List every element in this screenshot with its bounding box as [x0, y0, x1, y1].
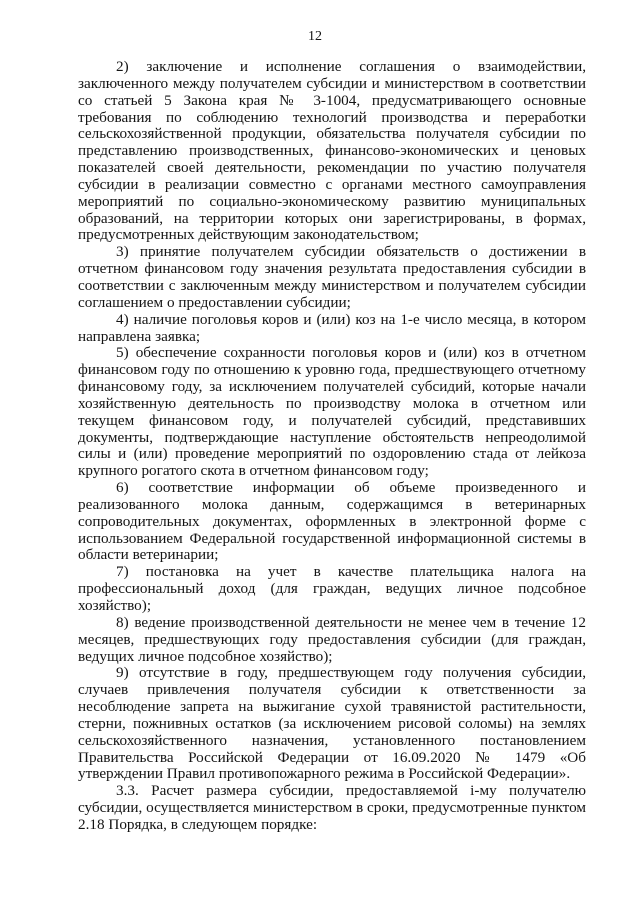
- paragraph-item-2: 2) заключение и исполнение соглашения о взаимодействии, заключенного между получателем субсидии и министерством в соответствии со статьей 5 Закона края № 3-1004, предусматривающего основные требования по соблюдению технологий производства и переработки сельскохозяйственной продукции, обязательства получателя субсидии по представлению производственных, финансово-экономических и ценовых показателей своей деятельности, рекомендации по участию получателя субсидии в реализации совместно с органами местного самоуправления мероприятий по социально-экономическому развитию муниципальных образований, на территории которых они зарегистрированы, в формах, предусмотренных действующим законодательством;: [78, 58, 586, 244]
- paragraph-section-3-3: 3.3. Расчет размера субсидии, предоставляемой i-му получателю субсидии, осуществляется министерством в сроки, предусмотренные пунктом 2.18 Порядка, в следующем порядке:: [78, 782, 586, 833]
- paragraph-item-9: 9) отсутствие в году, предшествующем году получения субсидии, случаев привлечения получателя субсидии к ответственности за несоблюдение запрета на выжигание сухой травянистой растительности, стерни, пожнивных остатков (за исключением рисовой соломы) на землях сельскохозяйственного назначения, установленного постановлением Правительства Российской Федерации от 16.09.2020 № 1479 «Об утверждении Правил противопожарного режима в Российской Федерации».: [78, 664, 586, 783]
- page-number: 12: [308, 29, 322, 44]
- document-body: [78, 59, 586, 834]
- paragraph-item-8: 8) ведение производственной деятельности не менее чем в течение 12 месяцев, предшествующих году предоставления субсидии (для граждан, ведущих личное подсобное хозяйство);: [78, 613, 586, 665]
- paragraph-item-4: 4) наличие поголовья коров и (или) коз на 1-е число месяца, в котором направлена заявка;: [78, 310, 586, 345]
- paragraph-item-5: 5) обеспечение сохранности поголовья коров и (или) коз в отчетном финансовом году по отношению к уровню года, предшествующего отчетному финансовому году, за исключением получателей субсидий, которые начали хозяйственную деятельность по производству молока в отчетном или текущем финансовом году, и получателей субсидий, представивших документы, подтверждающие наступление обстоятельств непреодолимой силы и (или) проведение мероприятий по оздоровлению стада от лейкоза крупного рогатого скота в отчетном финансовом году;: [78, 344, 586, 480]
- paragraph-item-6: 6) соответствие информации об объеме произведенного и реализованного молока данным, содержащимся в ветеринарных сопроводительных документах, оформленных в электронной форме с использованием Федеральной государственной информационной системы в области ветеринарии;: [78, 479, 586, 564]
- paragraph-item-7: 7) постановка на учет в качестве плательщика налога на профессиональный доход (для граждан, ведущих личное подсобное хозяйство);: [78, 563, 586, 614]
- paragraph-item-3: 3) принятие получателем субсидии обязательств о достижении в отчетном финансовом году значения результата предоставления субсидии в соответствии с заключенным между министерством и получателем субсидии соглашением о предоставлении субсидии;: [78, 243, 586, 311]
